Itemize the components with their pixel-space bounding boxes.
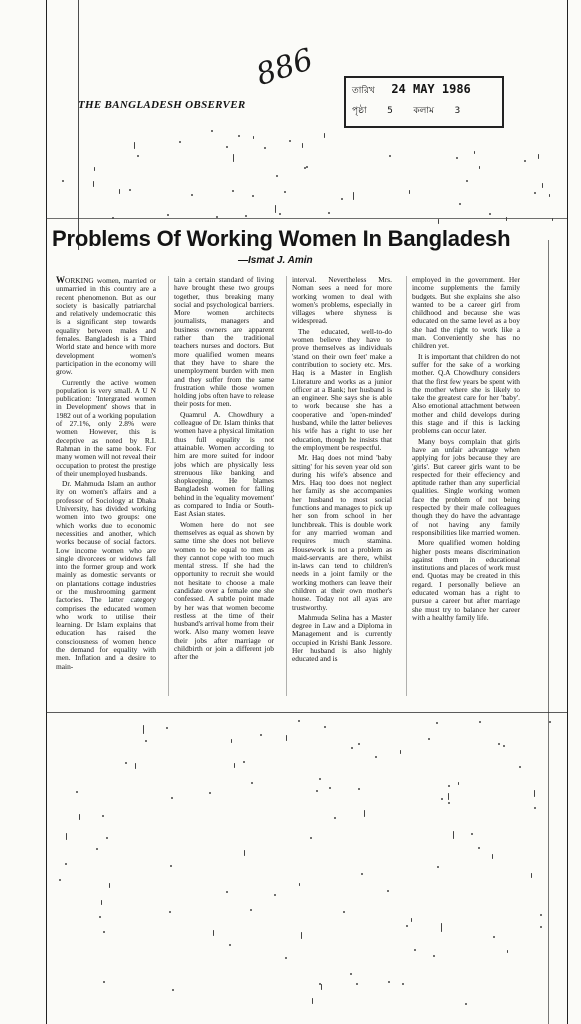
scan-speck xyxy=(324,133,325,138)
scan-speck xyxy=(402,983,404,985)
stamp-date-row xyxy=(352,82,471,98)
column-3-paragraph-3: Mr. Haq does not mind 'baby sitting' for his seven year old son during his wife's absence and Mrs. Haq too does not neglect her family as she accompanies her husband to most social functions and manages to pick up her son from school in her lunchbreak. This is double work for any married woman and requires much stamina. Housework is not a problem as maid-servants are there, whilst in-laws can tend to children's needs in a joint family or the working mothers can leave their children at their own mother's house. Today not all ayas are trustworthy. xyxy=(292,453,392,612)
scan-speck xyxy=(101,900,102,905)
scan-speck xyxy=(453,831,454,839)
right-scan-border xyxy=(567,0,568,1024)
scan-speck xyxy=(145,740,147,742)
article-headline: Problems Of Working Women In Bangladesh xyxy=(52,226,511,251)
scan-speck xyxy=(466,180,468,182)
scan-speck xyxy=(334,817,336,819)
scan-speck xyxy=(129,189,131,191)
scan-speck xyxy=(260,734,262,736)
scan-speck xyxy=(428,738,430,740)
scan-speck xyxy=(316,790,318,792)
scan-speck xyxy=(448,785,450,787)
scan-speck xyxy=(471,833,473,835)
scan-speck xyxy=(458,782,459,786)
scan-speck xyxy=(103,981,105,983)
column-3-paragraph-2: The educated, well-to-do women believe they have to prove themselves as individuals 'stand on their own feet' make a contribution to society etc. Mrs. Haq is a Master in English Literature and works as a junior officer at a Bank; her husband is an engineer. She says she is able to work because she has a cooperative and 'open-minded' husband, while the latter believes his wife has a right to use her education, though he insists that the employment be respectful. xyxy=(292,326,392,452)
scan-speck xyxy=(341,198,343,200)
scan-speck xyxy=(275,205,276,214)
scan-speck xyxy=(358,788,360,790)
scan-speck xyxy=(279,213,281,215)
scan-speck xyxy=(538,154,539,159)
column-4-paragraph-2: It is important that children do not suffer for the sake of a working mother. Q.A Chowdhury considers that the first few years be spent with the mother where she is likely to take the greatest care for her 'baby'. Also emotional attachment between mother and child develops during this stage and if this is lacking problems can occur later. xyxy=(412,351,520,436)
column-rule-2 xyxy=(286,276,287,696)
scan-speck xyxy=(353,192,354,200)
clipping-bottom-edge xyxy=(46,712,567,713)
column-2-paragraph-2: Quamrul A. Chowdhury a colleague of Dr. Islam thinks that women have a physical limitation thus full equality is not attainable. Women according to him are more suited for indoor jobs which are physically less strenuous like banking and shopkeeping. He blames Bangladesh women for falling behind in the 'equality movement' as compared to India or South-East Asian states. xyxy=(174,409,274,519)
scan-speck xyxy=(375,756,377,758)
scan-speck xyxy=(388,981,390,983)
scan-speck xyxy=(233,154,234,162)
scan-speck xyxy=(534,790,535,797)
column-1-paragraph-2: Currently the active women population is very small. A U N publication: 'Intergrated women in Development' shows that in 1982 out of a working population of 27.1%, only 2.8% were women However, this is deceptive as noted by R.I. Rahman in the same book. For many women will not reveal their occupation to protest the prestige of their unemployed husbands. xyxy=(56,377,156,478)
scan-speck xyxy=(498,743,500,745)
column-4-paragraph-4: More qualified women holding higher posts means discrimination against them in educational institutions and places of work must end. Quotas may be created in this regard. I personally believe an educated woman has a right to pursue a career but after marriage she must try to balance her career with a healthy family life. xyxy=(412,538,520,622)
scan-speck xyxy=(438,219,439,224)
scan-speck xyxy=(441,798,443,800)
scan-speck xyxy=(232,190,234,192)
scan-speck xyxy=(299,883,300,886)
scan-speck xyxy=(167,214,169,216)
scan-speck xyxy=(478,847,480,849)
scan-speck xyxy=(343,911,345,913)
article-column-1 xyxy=(56,276,156,701)
scan-speck xyxy=(135,763,136,769)
scan-speck xyxy=(489,213,491,215)
scan-speck xyxy=(96,848,98,850)
scan-speck xyxy=(191,194,193,196)
stamp-column-label: কলাম xyxy=(413,106,434,116)
scan-speck xyxy=(109,883,110,889)
newspaper-source: THE BANGLADESH OBSERVER xyxy=(78,99,246,111)
scan-speck xyxy=(364,810,365,817)
scan-speck xyxy=(414,949,416,951)
scan-speck xyxy=(76,791,78,793)
scan-speck xyxy=(492,854,493,860)
scan-speck xyxy=(552,218,553,221)
scan-speck xyxy=(319,778,321,780)
clipping-top-edge xyxy=(46,218,567,219)
scan-speck xyxy=(169,911,171,913)
scan-speck xyxy=(94,167,95,171)
scan-speck xyxy=(389,155,391,157)
scan-speck xyxy=(125,762,127,764)
scan-speck xyxy=(244,850,245,856)
scan-speck xyxy=(356,983,358,985)
scan-speck xyxy=(306,166,308,168)
scan-speck xyxy=(284,191,286,193)
stamp-page-value: 5 xyxy=(387,106,393,116)
scan-speck xyxy=(433,955,435,957)
scan-speck xyxy=(209,792,211,794)
scan-speck xyxy=(361,873,363,875)
scan-speck xyxy=(252,195,254,197)
left-scan-border xyxy=(46,0,47,1024)
scan-speck xyxy=(479,721,481,723)
scan-speck xyxy=(549,194,550,198)
scan-speck xyxy=(441,923,442,932)
scan-speck xyxy=(79,814,80,820)
scan-speck xyxy=(531,873,532,878)
scan-speck xyxy=(312,998,313,1003)
scan-speck xyxy=(328,212,330,214)
scan-speck xyxy=(238,135,240,137)
column-2-paragraph-1: tain a certain standard of living have brought these two groups together, thus breaking many social and psychological barriers. More women architects journalists, managers and business owners are apparent rather than the traditional teachers nurses and doctors. But more qualified women means that they have to share the unemployment burden with men and they suffer from the same frustration while those women holding jobs often have to release their posts for men. xyxy=(174,276,274,409)
scan-speck xyxy=(519,766,521,768)
scan-speck xyxy=(298,720,300,722)
archive-date-stamp xyxy=(344,76,504,128)
stamp-date-label: তারিখ xyxy=(352,86,375,96)
scan-speck xyxy=(93,181,94,187)
scan-speck xyxy=(66,833,67,840)
scan-speck xyxy=(329,787,331,789)
scan-speck xyxy=(436,722,438,724)
scan-speck xyxy=(106,837,108,839)
scan-speck xyxy=(400,750,401,753)
scan-speck xyxy=(59,879,61,881)
scan-speck xyxy=(493,936,495,938)
scan-speck xyxy=(216,216,218,218)
stamp-date: 24 MAY 1986 xyxy=(391,82,471,96)
column-3-paragraph-1: interval. Nevertheless Mrs. Noman sees a need for more working women to deal with women's problems, especially in villages where shyness is widespread. xyxy=(292,276,392,326)
scan-speck xyxy=(172,989,174,991)
scan-speck xyxy=(274,894,276,896)
scan-speck xyxy=(459,203,461,205)
scan-speck xyxy=(534,192,536,194)
scan-speck xyxy=(102,815,104,817)
scan-speck xyxy=(506,217,507,221)
scan-speck xyxy=(409,190,410,194)
scan-speck xyxy=(542,183,543,188)
scan-speck xyxy=(479,166,480,170)
stamp-page-label: পৃষ্ঠা xyxy=(352,106,367,116)
scan-speck xyxy=(253,136,254,139)
scan-speck xyxy=(229,944,231,946)
fold-line-right xyxy=(548,240,549,1024)
scan-speck xyxy=(285,957,287,959)
scan-speck xyxy=(226,891,228,893)
scan-speck xyxy=(103,931,105,933)
scan-speck xyxy=(179,141,181,143)
scan-speck xyxy=(245,215,247,217)
article-column-3 xyxy=(292,276,392,701)
scan-speck xyxy=(324,726,326,728)
scan-speck xyxy=(65,863,67,865)
column-1-paragraph-1 xyxy=(56,276,156,377)
scan-speck xyxy=(540,914,542,916)
column-1-paragraph-3: Dr. Mahmuda Islam an author ity on women's affairs and a professor of Sociology at Dhaka University, has divided working women into two groups: one which works due to economic necessities and another, which works because of social factors. Low income women who are single divorcees or widows fall into the former group and work mainly as domestic servants or on plantations cottage industries or the mushrooming garment factories. The latter category comprises the educated women who work to utilise their learning. Dr Islam explains that education has raised the consciousness of women hence the demand for equality with men. Inflation and a desire to main- xyxy=(56,479,156,671)
column-3-paragraph-4: Mahmuda Selina has a Master degree in Law and a Diploma in Management and is currently occupied in Krishi Bank Jessore. Her husband is also highly educated and is xyxy=(292,612,392,664)
scan-speck xyxy=(524,160,526,162)
scan-speck xyxy=(507,950,508,953)
scan-speck xyxy=(134,142,135,149)
scan-speck xyxy=(171,797,173,799)
scan-speck xyxy=(351,747,353,749)
scan-speck xyxy=(310,837,312,839)
scan-speck xyxy=(99,916,101,918)
scan-speck xyxy=(387,890,389,892)
scan-speck xyxy=(276,175,278,177)
scan-speck xyxy=(540,926,542,928)
scan-speck xyxy=(549,721,551,723)
scan-speck xyxy=(231,739,232,744)
scan-speck xyxy=(251,782,253,784)
scan-speck xyxy=(264,147,266,149)
drop-cap: W xyxy=(56,276,65,285)
scan-speck xyxy=(166,727,168,729)
scan-speck xyxy=(411,918,412,922)
fold-line-left xyxy=(78,0,79,250)
scan-speck xyxy=(170,865,172,867)
scan-speck xyxy=(137,155,139,157)
scan-speck xyxy=(243,761,245,763)
scan-speck xyxy=(474,151,475,154)
scan-speck xyxy=(226,146,228,148)
scan-speck xyxy=(406,925,408,927)
scan-speck xyxy=(437,866,439,868)
scan-speck xyxy=(503,745,505,747)
scan-speck xyxy=(286,735,287,741)
scan-speck xyxy=(456,157,458,159)
article-column-4 xyxy=(412,276,520,701)
scan-speck xyxy=(62,180,64,182)
scan-speck xyxy=(234,763,235,767)
scan-speck xyxy=(321,984,322,990)
scan-speck xyxy=(448,802,450,804)
stamp-column-value: 3 xyxy=(454,106,461,116)
scan-speck xyxy=(250,909,252,911)
scan-speck xyxy=(465,1003,467,1005)
scan-speck xyxy=(119,189,120,195)
column-rule-1 xyxy=(168,276,169,696)
scan-speck xyxy=(448,793,449,800)
scan-speck xyxy=(358,743,360,745)
scan-speck xyxy=(289,140,291,142)
scan-speck xyxy=(350,973,352,975)
scan-speck xyxy=(211,130,213,132)
stamp-page-row xyxy=(352,103,460,118)
handwritten-archive-number: 886 xyxy=(251,42,318,93)
article-column-2 xyxy=(174,276,274,701)
scan-speck xyxy=(302,143,303,148)
column-rule-3 xyxy=(406,276,407,696)
article-byline: —Ismat J. Amin xyxy=(238,255,313,266)
scan-speck xyxy=(301,932,302,939)
scan-speck xyxy=(143,725,144,734)
column-4-paragraph-3: Many boys complain that girls have an unfair advantage when applying for jobs because they are 'girls'. But career girls want to be respected for their effeciency and aptitude rather than any superficial qualities. Single working women face the problem of not being respected by their male colleagues though they do have the advantage of not having any family responsibilities like married women. xyxy=(412,436,520,537)
scan-speck xyxy=(213,930,214,936)
scan-speck xyxy=(534,807,536,809)
paragraph-text: ORKING women, married or unmarried in this country are a recent phenomenon. But as our society is basically patriarchal and relatively undemocratic this is a significant step towards equality between males and females. Bangladesh is a Third World state and hence with more development women's participation in the economy will grow. xyxy=(56,276,156,377)
column-2-paragraph-3: Women here do not see themselves as equal as shown by same time she does not believe women to be equal to men as they cannot cope with too much mental stress. If she had the opportunity to recruit she would not hesitate to choose a male candidate over a female one she confessed. A subtle point made by her was that women become restless at the time of their husband's arrival home from their work. Also many women leave their jobs after marriage or childbirth or join a different job after the xyxy=(174,519,274,662)
column-4-paragraph-1: employed in the government. Her income supplements the family budgets. But she explains she also wanted to be a career girl from childhood and because she was educated on the same level as a boy she had the right to work like a man. Conveniently she has no children yet. xyxy=(412,276,520,351)
